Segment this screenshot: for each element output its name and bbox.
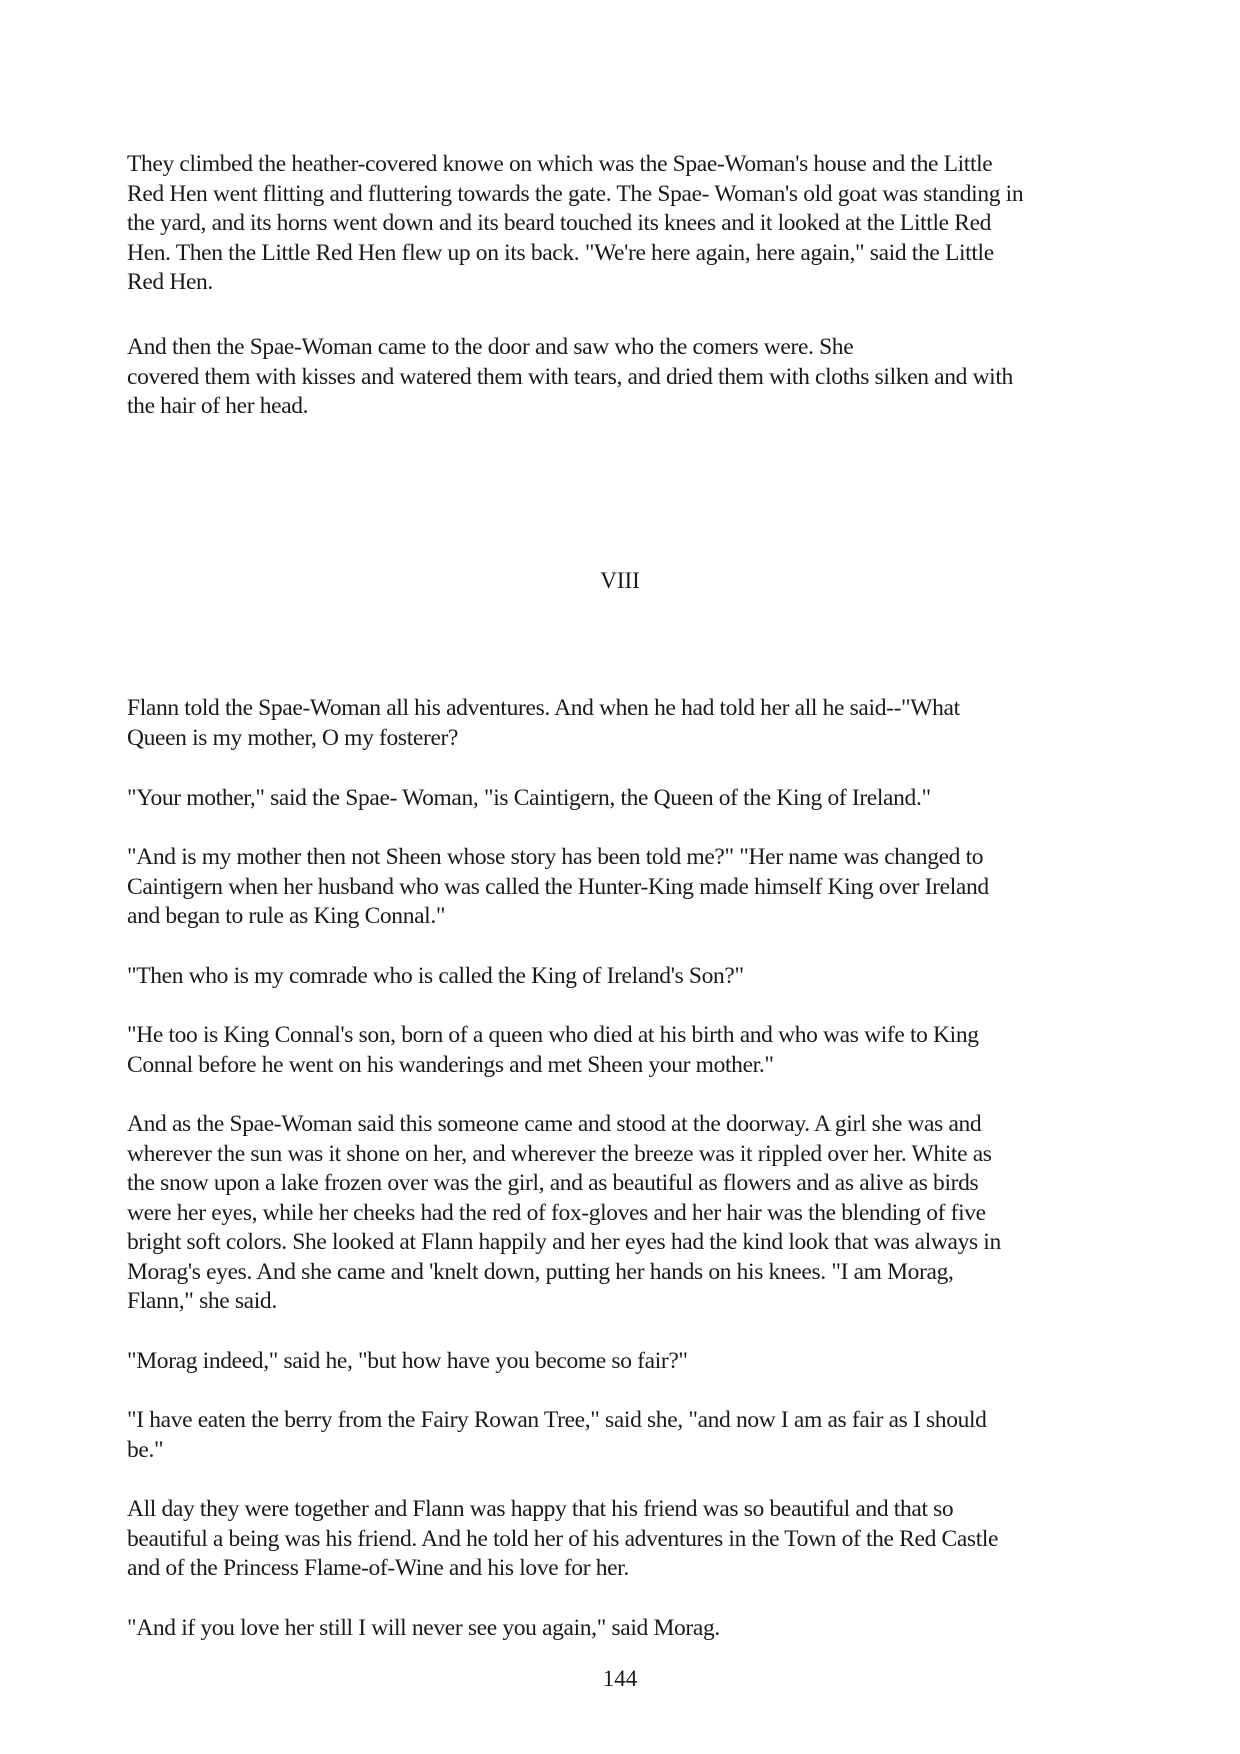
text-line: and of the Princess Flame-of-Wine and his love for her. xyxy=(127,1555,629,1581)
text-line: Connal before he went on his wanderings and met Sheen your mother." xyxy=(127,1051,774,1078)
paragraph-sheen xyxy=(127,843,1127,932)
paragraph-morag-arrives xyxy=(127,1110,1127,1317)
text-line: Caintigern when her husband who was called the Hunter-King made himself King over Ireland xyxy=(127,873,989,900)
paragraph-king-connals-son xyxy=(127,1021,1127,1080)
text-line: the hair of her head. xyxy=(127,393,309,419)
text-line: Red Hen went flitting and fluttering towards the gate. The Spae- Woman's old goat was standing in xyxy=(127,180,1024,207)
paragraph-comrade xyxy=(127,962,1127,992)
text-line: Morag's eyes. And she came and 'knelt down, putting her hands on his knees. "I am Morag, xyxy=(127,1258,954,1285)
paragraph-your-mother xyxy=(127,784,1127,814)
page-number: 144 xyxy=(602,1666,638,1691)
text-line: Flann told the Spae-Woman all his adventures. And when he had told her all he said--"What xyxy=(127,695,960,721)
paragraph-rowan-berry xyxy=(127,1406,1127,1465)
text-line: the yard, and its horns went down and its beard touched its knees and it looked at the Little Red xyxy=(127,210,992,236)
paragraph-love-her-still xyxy=(127,1614,1127,1644)
text-line: "Then who is my comrade who is called the King of Ireland's Son?" xyxy=(127,963,744,989)
text-line: "He too is King Connal's son, born of a queen who died at his birth and who was wife to King xyxy=(127,1022,979,1048)
text-line: Flann," she said. xyxy=(127,1288,277,1314)
text-line: wherever the sun was it shone on her, and wherever the breeze was it rippled over her. White as xyxy=(127,1140,992,1167)
text-line: and began to rule as King Connal." xyxy=(127,903,446,929)
text-line: "Morag indeed," said he, "but how have you become so fair?" xyxy=(127,1348,688,1374)
text-line: "Your mother," said the Spae- Woman, "is Caintigern, the Queen of the King of Ireland." xyxy=(127,785,931,811)
text-line: Queen is my mother, O my fosterer? xyxy=(127,724,459,751)
text-line: They climbed the heather-covered knowe on which was the Spae-Woman's house and the Little xyxy=(127,151,993,177)
text-line: And as the Spae-Woman said this someone came and stood at the doorway. A girl she was and xyxy=(127,1111,982,1137)
text-line: Hen. Then the Little Red Hen flew up on its back. "We're here again, here again," said the Little xyxy=(127,239,994,266)
paragraph-all-day xyxy=(127,1495,1127,1584)
text-line: "And is my mother then not Sheen whose story has been told me?" "Her name was changed to xyxy=(127,844,984,870)
text-line: bright soft colors. She looked at Flann happily and her eyes had the kind look that was always in xyxy=(127,1229,1001,1255)
text-line: Red Hen. xyxy=(127,269,213,295)
text-line: And then the Spae-Woman came to the door and saw who the comers were. She xyxy=(127,334,854,360)
chapter-heading: VIII xyxy=(600,568,640,593)
text-line: covered them with kisses and watered them with tears, and dried them with cloths silken and with xyxy=(127,363,1013,390)
paragraph-goat-and-hen xyxy=(127,150,1127,298)
paragraph-flann-asks xyxy=(127,694,1127,753)
text-line: All day they were together and Flann was happy that his friend was so beautiful and that so xyxy=(127,1496,954,1522)
paragraph-morag-indeed xyxy=(127,1347,1127,1377)
text-line: beautiful a being was his friend. And he told her of his adventures in the Town of the Red Castle xyxy=(127,1525,999,1552)
text-line: "I have eaten the berry from the Fairy Rowan Tree," said she, "and now I am as fair as I should xyxy=(127,1407,987,1433)
paragraph-spae-woman-greets xyxy=(127,333,1127,422)
text-line: "And if you love her still I will never see you again," said Morag. xyxy=(127,1615,720,1641)
text-line: were her eyes, while her cheeks had the red of fox-gloves and her hair was the blending of five xyxy=(127,1199,986,1226)
text-line: be." xyxy=(127,1436,164,1463)
text-line: the snow upon a lake frozen over was the girl, and as beautiful as flowers and as alive as birds xyxy=(127,1170,979,1196)
